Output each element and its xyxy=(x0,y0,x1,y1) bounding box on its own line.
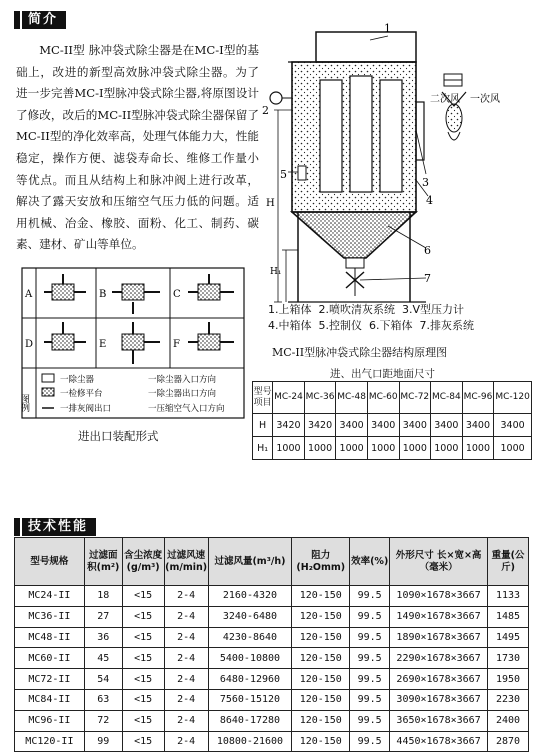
tech-heading xyxy=(14,516,96,538)
cell-F-drawing xyxy=(188,322,234,350)
cell-label-A: A xyxy=(25,289,33,300)
table-cell: <15 xyxy=(122,586,164,607)
dimension-cell: 1000 xyxy=(273,437,305,460)
dimension-row-label: H xyxy=(253,414,273,437)
install-legend-5: 一排灰阀出口 xyxy=(60,404,112,414)
table-cell: <15 xyxy=(122,689,164,710)
callout-5: 5 xyxy=(280,168,287,181)
cell-D-drawing xyxy=(44,322,86,350)
tech-table xyxy=(14,537,529,752)
heading-marker xyxy=(14,518,20,536)
table-cell: 2-4 xyxy=(164,627,208,648)
table-row xyxy=(15,648,529,669)
table-cell: 2160-4320 xyxy=(208,586,292,607)
table-cell: 2-4 xyxy=(164,669,208,690)
cell-label-F: F xyxy=(173,339,180,350)
table-cell: 45 xyxy=(84,648,122,669)
dimension-cell: 3400 xyxy=(431,414,463,437)
table-cell: 1490×1678×3667 xyxy=(390,606,488,627)
table-cell: 120-150 xyxy=(292,627,350,648)
table-cell: 6480-12960 xyxy=(208,669,292,690)
corner-top: 型号 xyxy=(253,386,272,397)
column-header-weight: 重量(公斤) xyxy=(488,538,529,586)
table-cell: 54 xyxy=(84,669,122,690)
table-cell: 2230 xyxy=(488,689,529,710)
table-cell: 120-150 xyxy=(292,648,350,669)
model-header: MC-48 xyxy=(336,382,368,414)
column-header-efficiency: 效率(%) xyxy=(350,538,390,586)
install-legend-6: 一压缩空气入口方向 xyxy=(148,404,225,414)
dimension-cell: 3400 xyxy=(367,414,399,437)
table-cell: 18 xyxy=(84,586,122,607)
dimension-cell: 1000 xyxy=(431,437,463,460)
table-cell: 63 xyxy=(84,689,122,710)
air-primary-label: 一次风 xyxy=(470,94,500,105)
table-cell: 99.5 xyxy=(350,731,390,752)
table-cell: <15 xyxy=(122,731,164,752)
column-header-airflow: 过滤风量(m³/h) xyxy=(208,538,292,586)
column-header-area: 过滤面积(m²) xyxy=(84,538,122,586)
table-cell: 99.5 xyxy=(350,710,390,731)
table-cell: <15 xyxy=(122,710,164,731)
dimension-row xyxy=(253,414,532,437)
table-cell: <15 xyxy=(122,648,164,669)
intro-heading-label: 简介 xyxy=(22,11,66,29)
dimension-row-label: H₁ xyxy=(253,437,273,460)
install-caption: 进出口装配形式 xyxy=(78,429,159,443)
table-cell: MC60-II xyxy=(15,648,85,669)
dimension-caption: 进、出气口距地面尺寸 xyxy=(330,368,435,380)
dimension-cell: 1000 xyxy=(494,437,532,460)
tech-heading-label: 技术性能 xyxy=(22,518,96,536)
table-cell: 2290×1678×3667 xyxy=(390,648,488,669)
model-header: MC-84 xyxy=(431,382,463,414)
table-cell: 120-150 xyxy=(292,689,350,710)
callout-1: 1 xyxy=(384,22,391,35)
column-header-dimensions: 外形尺寸 长×宽×高（毫米） xyxy=(390,538,488,586)
dimension-header-row xyxy=(253,382,532,414)
model-header: MC-120 xyxy=(494,382,532,414)
table-cell: 99.5 xyxy=(350,586,390,607)
dimension-cell: 3400 xyxy=(336,414,368,437)
table-cell: 3090×1678×3667 xyxy=(390,689,488,710)
legend-item-3: 3.V型压力计 xyxy=(402,303,465,316)
table-cell: 4230-8640 xyxy=(208,627,292,648)
legend-item-2: 2.喷吹清灰系统 xyxy=(318,303,395,316)
structure-diagram xyxy=(258,10,530,320)
table-row xyxy=(15,627,529,648)
dimension-cell: 3400 xyxy=(494,414,532,437)
tech-header-row xyxy=(15,538,529,586)
install-legend-3: 一检修平台 xyxy=(60,389,103,399)
model-header: MC-96 xyxy=(462,382,494,414)
legend-item-5: 5.控制仪 xyxy=(318,319,362,332)
table-cell: 2690×1678×3667 xyxy=(390,669,488,690)
table-row xyxy=(15,606,529,627)
table-cell: 2-4 xyxy=(164,606,208,627)
column-header-resistance: 阻力(H₂Omm) xyxy=(292,538,350,586)
model-header: MC-24 xyxy=(273,382,305,414)
table-cell: 1950 xyxy=(488,669,529,690)
table-cell: <15 xyxy=(122,606,164,627)
install-forms-figure xyxy=(19,268,244,420)
cell-E-drawing xyxy=(122,322,160,364)
dimension-cell: 3400 xyxy=(462,414,494,437)
table-cell: 120-150 xyxy=(292,731,350,752)
table-cell: MC96-II xyxy=(15,710,85,731)
table-cell: 2-4 xyxy=(164,648,208,669)
table-cell: 1890×1678×3667 xyxy=(390,627,488,648)
cell-label-D: D xyxy=(25,339,34,350)
table-cell: 2400 xyxy=(488,710,529,731)
legend-title: 图例 xyxy=(19,394,29,412)
dimension-table xyxy=(252,381,532,460)
table-cell: 2870 xyxy=(488,731,529,752)
column-header-model: 型号规格 xyxy=(15,538,85,586)
table-cell: 4450×1678×3667 xyxy=(390,731,488,752)
cell-label-E: E xyxy=(99,339,107,350)
intro-paragraph xyxy=(16,40,259,256)
heading-marker xyxy=(14,11,20,29)
dimension-cell: 1000 xyxy=(462,437,494,460)
install-legend-4: 一除尘器出口方向 xyxy=(148,389,217,399)
table-cell: 72 xyxy=(84,710,122,731)
legend-item-6: 6.下箱体 xyxy=(369,319,413,332)
legend-item-7: 7.排灰系统 xyxy=(419,319,474,332)
column-header-dust: 含尘浓度(g/m³) xyxy=(122,538,164,586)
table-cell: MC48-II xyxy=(15,627,85,648)
table-row xyxy=(15,689,529,710)
dim-H: H xyxy=(266,198,275,209)
table-cell: 1090×1678×3667 xyxy=(390,586,488,607)
table-cell: 1730 xyxy=(488,648,529,669)
cell-label-B: B xyxy=(99,289,107,300)
table-cell: 99.5 xyxy=(350,669,390,690)
dimension-row xyxy=(253,437,532,460)
table-cell: 99.5 xyxy=(350,606,390,627)
structure-legend xyxy=(268,302,474,334)
table-row xyxy=(15,710,529,731)
table-cell: 99.5 xyxy=(350,648,390,669)
structure-caption: MC-II型脉冲袋式除尘器结构原理图 xyxy=(272,346,448,359)
dimension-cell: 1000 xyxy=(399,437,431,460)
table-cell: 99.5 xyxy=(350,627,390,648)
table-cell: 36 xyxy=(84,627,122,648)
dimension-cell: 3400 xyxy=(399,414,431,437)
dimension-corner xyxy=(253,382,273,414)
model-header: MC-60 xyxy=(367,382,399,414)
callout-2: 2 xyxy=(262,104,269,117)
callout-4: 4 xyxy=(426,194,433,207)
table-row xyxy=(15,731,529,752)
table-cell: 120-150 xyxy=(292,669,350,690)
install-legend-1: 一除尘器 xyxy=(60,375,95,385)
table-cell: MC72-II xyxy=(15,669,85,690)
tech-table-body xyxy=(15,586,529,752)
dimension-cell: 3420 xyxy=(273,414,305,437)
intro-heading xyxy=(14,9,66,31)
cell-C-drawing xyxy=(188,274,234,300)
table-cell: 5400-10800 xyxy=(208,648,292,669)
table-row xyxy=(15,586,529,607)
table-cell: MC84-II xyxy=(15,689,85,710)
callout-7: 7 xyxy=(424,272,431,285)
table-cell: 3240-6480 xyxy=(208,606,292,627)
table-cell: 27 xyxy=(84,606,122,627)
table-cell: <15 xyxy=(122,627,164,648)
table-cell: 99 xyxy=(84,731,122,752)
table-cell: 1495 xyxy=(488,627,529,648)
dimension-cell: 1000 xyxy=(367,437,399,460)
table-cell: 7560-15120 xyxy=(208,689,292,710)
table-cell: 2-4 xyxy=(164,710,208,731)
column-header-velocity: 过滤风速(m/min) xyxy=(164,538,208,586)
cell-A-drawing xyxy=(44,274,86,300)
model-header: MC-72 xyxy=(399,382,431,414)
air-secondary-label: 二次风 xyxy=(430,94,460,105)
dimension-cell: 3420 xyxy=(304,414,336,437)
cell-B-drawing xyxy=(112,284,160,314)
table-cell: 3650×1678×3667 xyxy=(390,710,488,731)
legend-item-1: 1.上箱体 xyxy=(268,303,312,316)
install-legend-2: 一除尘器入口方向 xyxy=(148,375,217,385)
table-row xyxy=(15,669,529,690)
model-header: MC-36 xyxy=(304,382,336,414)
legend-row xyxy=(268,318,474,334)
table-cell: 1133 xyxy=(488,586,529,607)
dim-H1: H₁ xyxy=(270,267,282,277)
legend-row xyxy=(268,302,474,318)
legend-item-4: 4.中箱体 xyxy=(268,319,312,332)
table-cell: MC36-II xyxy=(15,606,85,627)
table-cell: <15 xyxy=(122,669,164,690)
table-cell: 2-4 xyxy=(164,731,208,752)
cell-label-C: C xyxy=(173,289,181,300)
corner-bottom: 项目 xyxy=(253,397,272,408)
callout-3: 3 xyxy=(422,176,429,189)
table-cell: 120-150 xyxy=(292,586,350,607)
intro-text: MC-II型 脉冲袋式除尘器是在MC-I型的基础上，改进的新型高效脉冲袋式除尘器。为了进一步完善MC-I型脉冲袋式除尘器,将原图设计了修改，改后的MC-II型脉冲袋式除尘器保留了MC-II型的净化效率高，处理气体能力大，性能稳定，操作方便、滤袋寿命长、维修工作量小等优点。而且从结构上和脉冲阀上进行改革，解决了露天安放和压缩空气压力低的问题。适用机械、冶金、橡胶、面粉、化工、制药、碳素、建材、矿山等单位。 xyxy=(16,43,259,252)
dimension-cell: 1000 xyxy=(336,437,368,460)
table-cell: 99.5 xyxy=(350,689,390,710)
table-cell: 2-4 xyxy=(164,689,208,710)
callout-6: 6 xyxy=(424,244,431,257)
table-cell: 120-150 xyxy=(292,606,350,627)
table-cell: 8640-17280 xyxy=(208,710,292,731)
table-cell: 10800-21600 xyxy=(208,731,292,752)
table-cell: MC120-II xyxy=(15,731,85,752)
table-cell: 120-150 xyxy=(292,710,350,731)
dimension-cell: 1000 xyxy=(304,437,336,460)
table-cell: MC24-II xyxy=(15,586,85,607)
table-cell: 1485 xyxy=(488,606,529,627)
table-cell: 2-4 xyxy=(164,586,208,607)
